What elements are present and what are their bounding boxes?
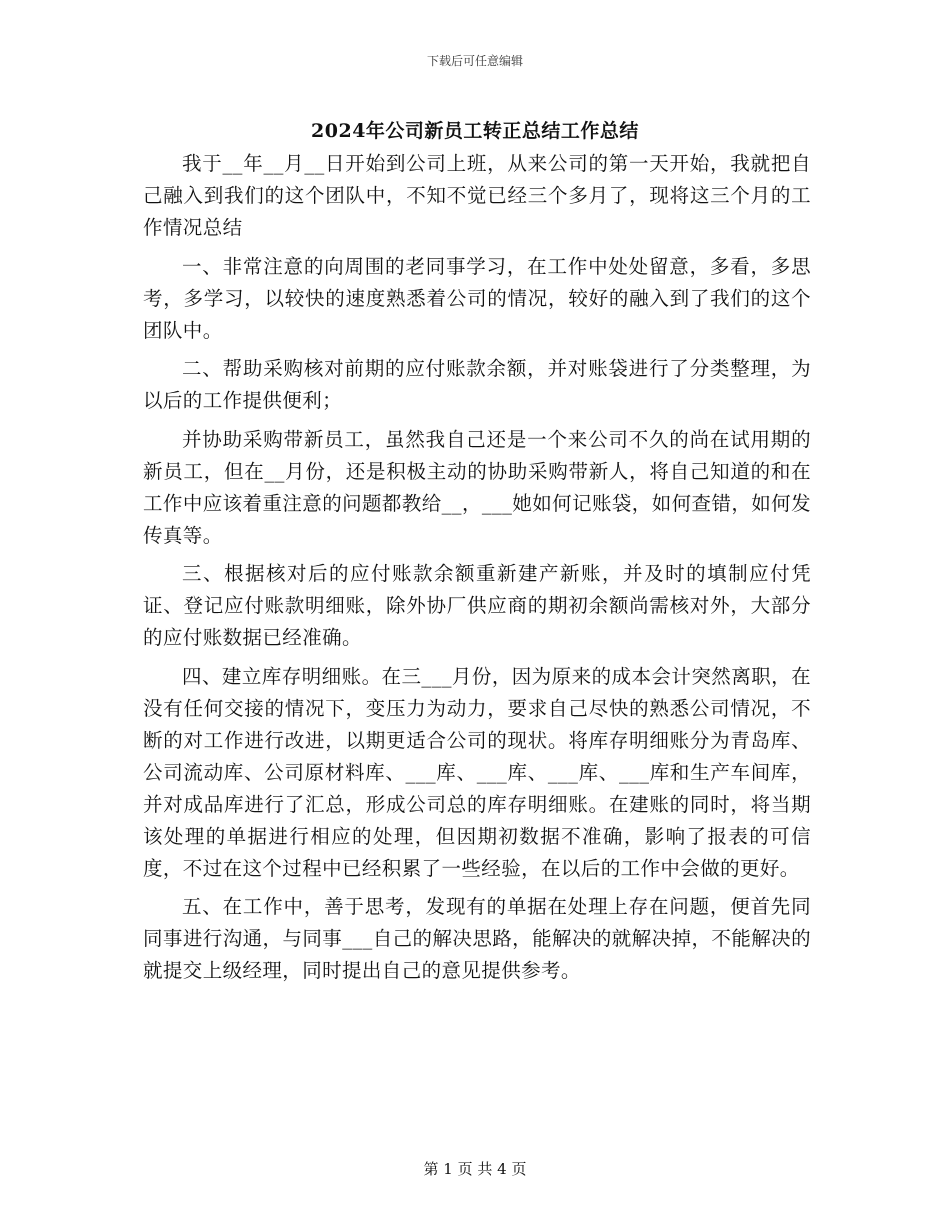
document-body [143, 148, 811, 994]
paragraph-section-4: 四、建立库存明细账。在三___月份，因为原来的成本会计突然离职，在没有任何交接的情况下，变压力为动力，要求自己尽快的熟悉公司情况，不断的对工作进行改进，以期更适合公司的现状。将库存明细账分为青岛库、公司流动库、公司原材料库、___库、___库、___库、___库和生产车间库，并对成品库进行了汇总，形成公司总的库存明细账。在建账的同时，将当期该处理的单据进行相应的处理，但因期初数据不准确，影响了报表的可信度，不过在这个过程中已经积累了一些经验，在以后的工作中会做的更好。 [143, 664, 811, 880]
page-number: 第 1 页 共 4 页 [423, 1160, 527, 1178]
page-header-note: 下载后可任意编辑 [426, 54, 523, 68]
paragraph-section-2-continued: 并协助采购带新员工，虽然我自己还是一个来公司不久的尚在试用期的新员工，但在__月份，还是积极主动的协助采购带新人，将自己知道的和在工作中应该着重注意的问题都教给__，___她如何记账袋，如何查错，如何发传真等。 [143, 427, 811, 547]
paragraph-section-5: 五、在工作中，善于思考，发现有的单据在处理上存在问题，便首先同同事进行沟通，与同事___自己的解决思路，能解决的就解决掉，不能解决的就提交上级经理，同时提出自己的意见提供参考。 [143, 895, 811, 982]
paragraph-section-3: 三、根据核对后的应付账款余额重新建产新账，并及时的填制应付凭证、登记应付账款明细账，除外协厂供应商的期初余额尚需核对外，大部分的应付账数据已经准确。 [143, 562, 811, 649]
paragraph-intro: 我于__年__月__日开始到公司上班，从来公司的第一天开始，我就把自己融入到我们的这个团队中，不知不觉已经三个多月了，现将这三个月的工作情况总结 [143, 152, 811, 239]
paragraph-section-2: 二、帮助采购核对前期的应付账款余额，并对账袋进行了分类整理，为以后的工作提供便利； [143, 357, 811, 412]
document-title: 2024年公司新员工转正总结工作总结 [311, 120, 639, 142]
paragraph-section-1: 一、非常注意的向周围的老同事学习，在工作中处处留意，多看，多思考，多学习，以较快的速度熟悉着公司的情况，较好的融入到了我们的这个团队中。 [143, 254, 811, 342]
